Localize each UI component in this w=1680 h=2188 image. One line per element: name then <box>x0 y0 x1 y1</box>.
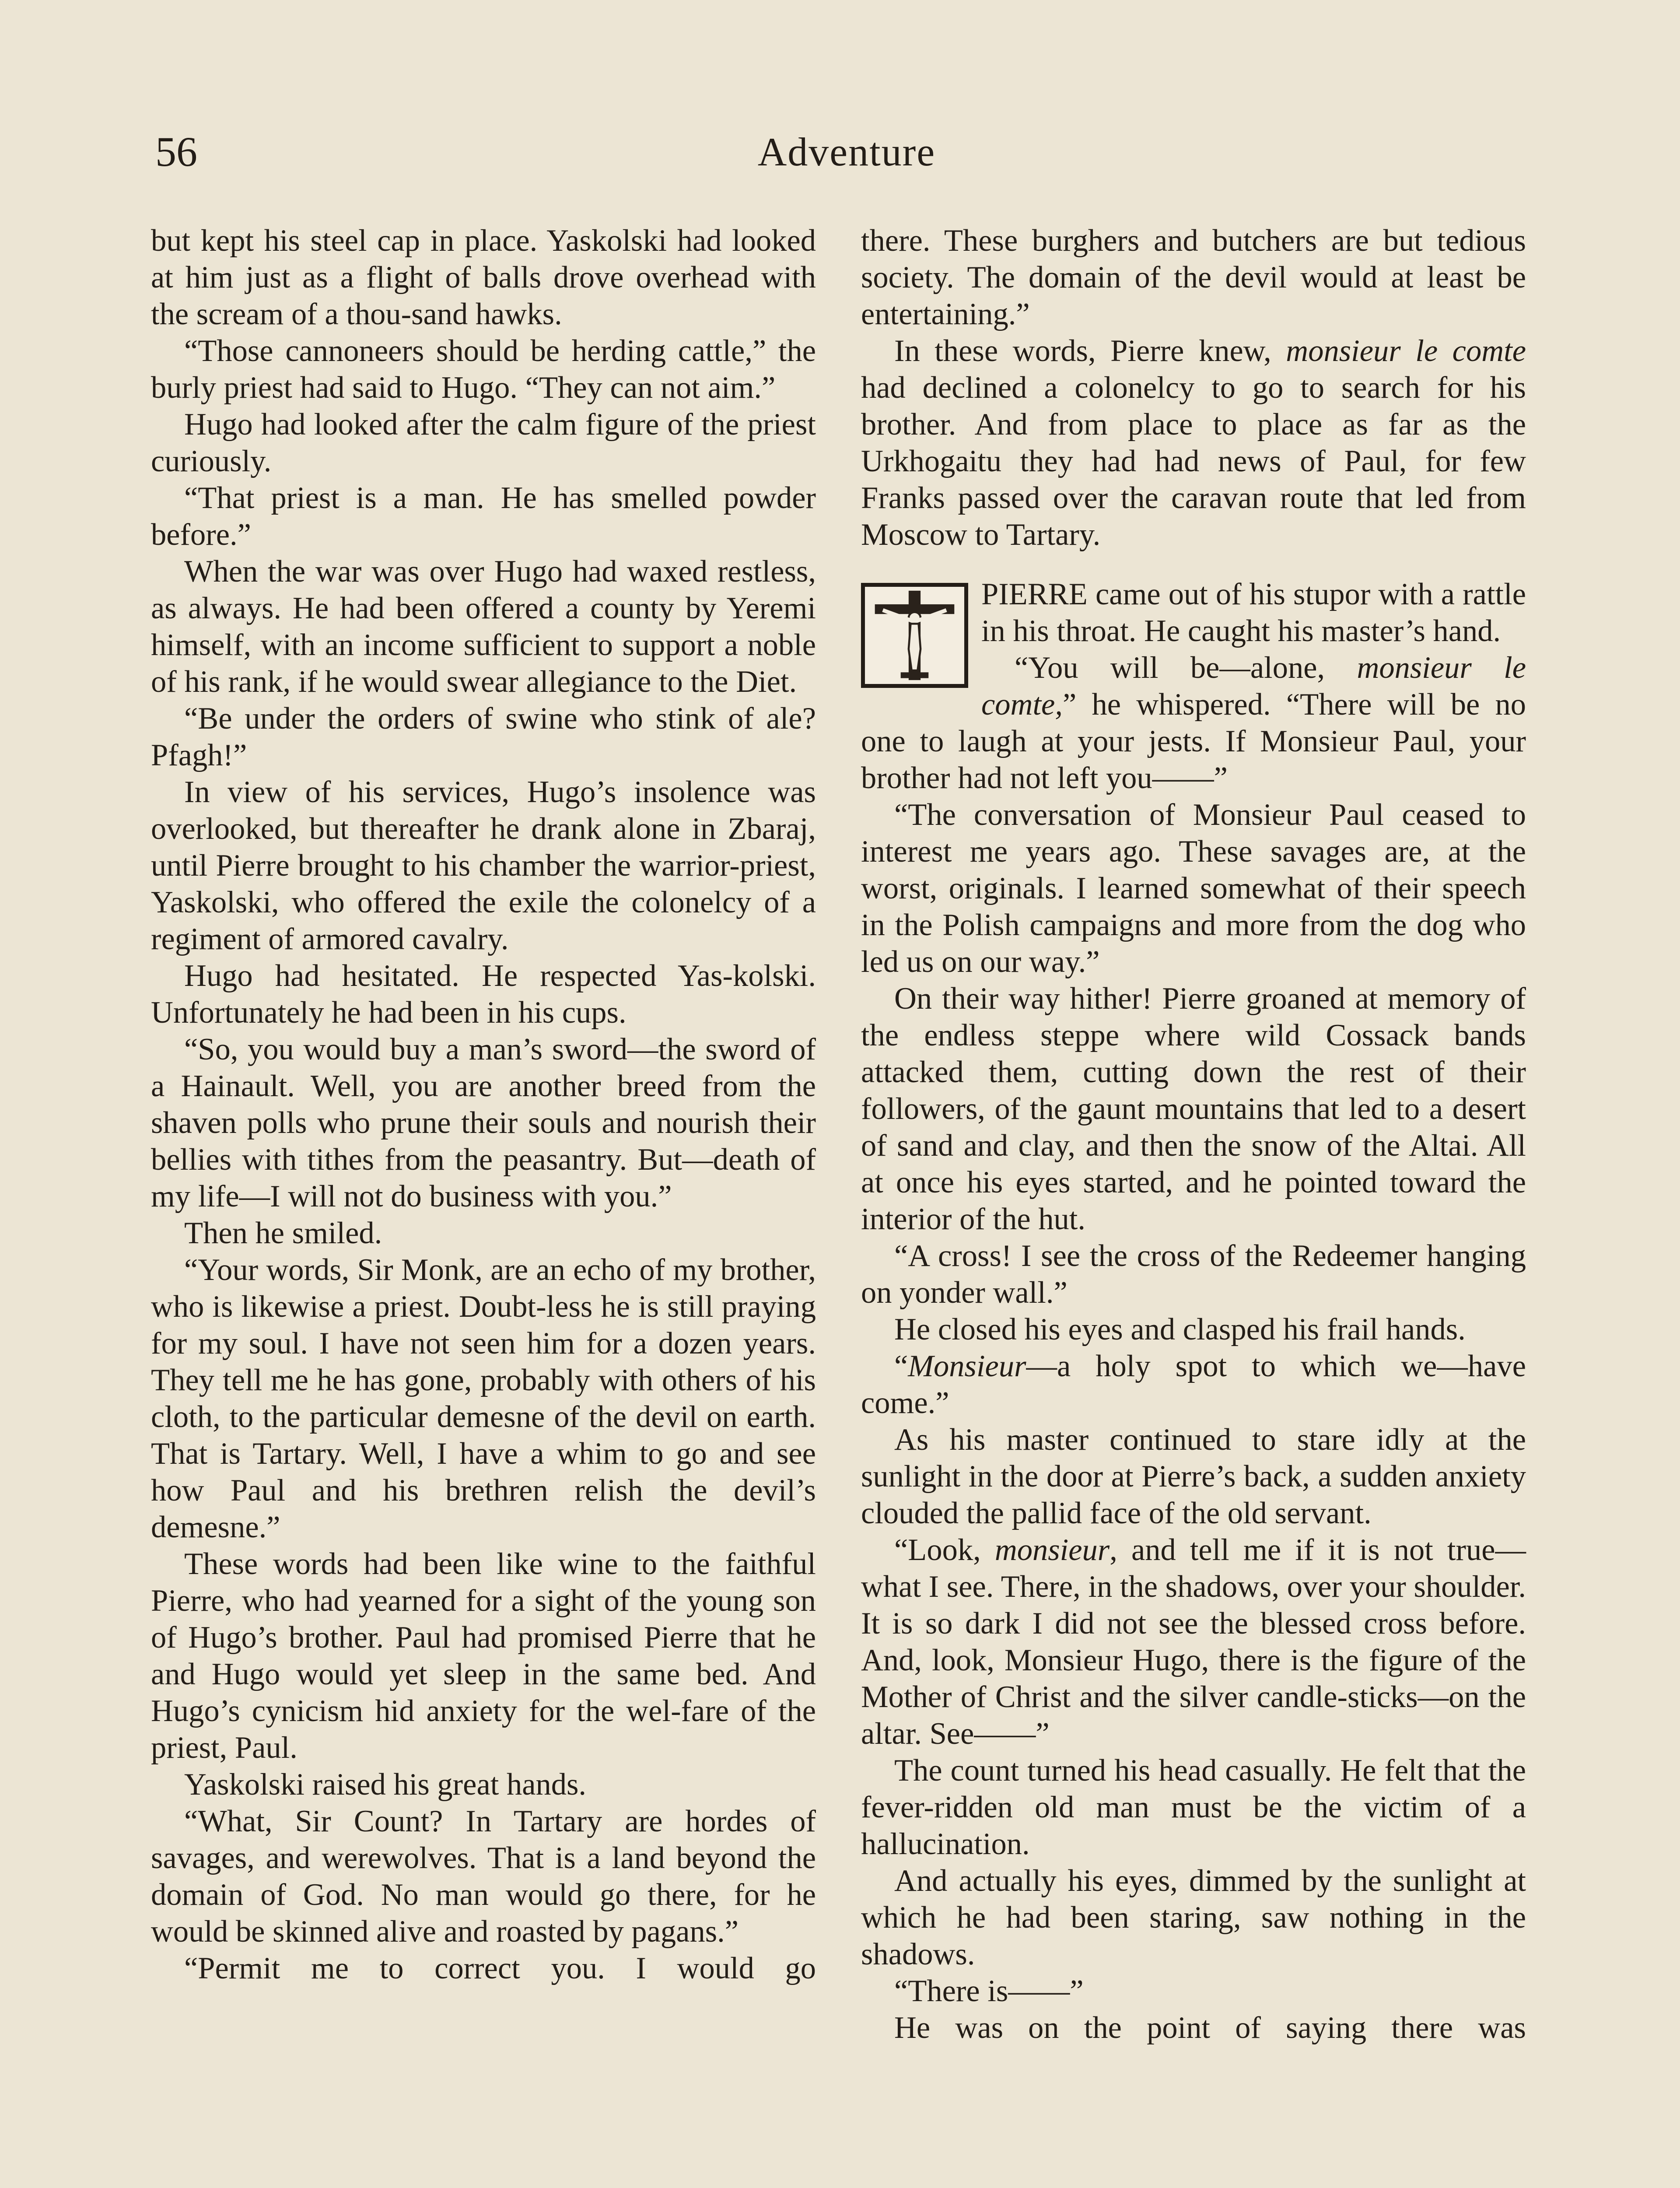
paragraph <box>861 1532 1526 1752</box>
text-span: —a holy spot to which we—have come.” <box>861 1349 1526 1420</box>
italic-text: monsieur le comte <box>1286 334 1526 368</box>
paragraph-with-dropcap <box>861 576 1526 649</box>
text-span: had declined a colonelcy to go to search for his brother. And from place to place as far as the Urkhogaitu they had had news of Paul, for few Franks passed over the caravan route that led from Moscow to Tartary. <box>861 371 1526 552</box>
paragraph: Hugo had looked after the calm figure of the priest curiously. <box>151 407 816 478</box>
text-span: “Look, <box>894 1533 995 1567</box>
paragraph: “There is——” <box>894 1974 1084 2008</box>
paragraph: Hugo had hesitated. He respected Yas-kolski. Unfortunately he had been in his cups. <box>151 959 816 1030</box>
paragraph: Then he smiled. <box>184 1216 382 1250</box>
paragraph: And actually his eyes, dimmed by the sunlight at which he had been staring, saw nothing in the shadows. <box>861 1864 1526 1971</box>
text-span: “You will be—alone, <box>1015 651 1357 685</box>
paragraph: “The conversation of Monsieur Paul ceased to interest me years ago. These savages are, at the worst, originals. I learned somewhat of their speech in the Polish campaigns and more from the dog who led us on our way.” <box>861 798 1526 979</box>
paragraph: “Your words, Sir Monk, are an echo of my brother, who is likewise a priest. Doubt-less he is still praying for my soul. I have not seen him for a dozen years. They tell me he has gone, probably with others of his cloth, to the particular demesne of the devil on earth. That is Tartary. Well, I have a whim to go and see how Paul and his brethren relish the devil’s demesne.” <box>151 1253 816 1544</box>
crucifix-drawing <box>865 587 964 684</box>
page-number: 56 <box>155 128 197 175</box>
italic-text: monsieur le comte, <box>981 651 1526 722</box>
paragraph: He was on the point of saying there was <box>894 2011 1526 2045</box>
paragraph: there. These burghers and butchers are but tedious society. The domain of the devil would at least be entertaining.” <box>861 224 1526 331</box>
paragraph <box>861 333 1526 553</box>
paragraph: “A cross! I see the cross of the Redeemer hanging on yonder wall.” <box>861 1239 1526 1310</box>
paragraph: These words had been like wine to the faithful Pierre, who had yearned for a sight of the young son of Hugo’s brother. Paul had promised Pierre that he and Hugo would yet sleep in the same bed. And Hugo’s cynicism hid anxiety for the wel-fare of the priest, Paul. <box>151 1547 816 1765</box>
paragraph: On their way hither! Pierre groaned at memory of the endless steppe where wild Cossack bands attacked them, cutting down the rest of their followers, of the gaunt mountains that led to a desert of sand and clay, and then the snow of the Altai. All at once his eyes started, and he pointed toward the interior of the hut. <box>861 982 1526 1236</box>
text-span: “ <box>894 1349 908 1383</box>
paragraph: “Those cannoneers should be herding cattle,” the burly priest had said to Hugo. “They can not aim.” <box>151 334 816 405</box>
paragraph: “That priest is a man. He has smelled powder before.” <box>151 481 816 552</box>
paragraph: Yaskolski raised his great hands. <box>184 1767 587 1802</box>
paragraph: In view of his services, Hugo’s insolence was overlooked, but thereafter he drank alone in Zbaraj, until Pierre brought to his chamber the warrior-priest, Yaskolski, who offered the exile the colonelcy of a regiment of armored cavalry. <box>151 775 816 956</box>
paragraph: “Be under the orders of swine who stink of ale? Pfagh!” <box>151 701 816 772</box>
paragraph: “So, you would buy a man’s sword—the sword of a Hainault. Well, you are another breed from the shaven polls who prune their souls and nourish their bellies with tithes from the peasantry. But—death of my life—I will not do business with you.” <box>151 1032 816 1213</box>
right-column <box>861 222 1526 2046</box>
paragraph: The count turned his head casually. He felt that the fever-ridden old man must be the victim of a hallucination. <box>861 1753 1526 1861</box>
left-column <box>151 222 816 1987</box>
text-span: ” he whispered. “There will be no one to laugh at your jests. If Monsieur Paul, your brother had not left you——” <box>861 687 1526 795</box>
page-header <box>155 128 1538 176</box>
paragraph: but kept his steel cap in place. Yaskolski had looked at him just as a flight of balls drove overhead with the scream of a thou-sand hawks. <box>151 224 816 331</box>
paragraph: “What, Sir Count? In Tartary are hordes of savages, and werewolves. That is a land beyond the domain of God. No man would go there, for he would be skinned alive and roasted by pagans.” <box>151 1804 816 1949</box>
paragraph: As his master continued to stare idly at the sunlight in the door at Pierre’s back, a sudden anxiety clouded the pallid face of the old servant. <box>861 1423 1526 1530</box>
crucifix-icon <box>861 583 968 688</box>
text-span: , and tell me if it is not true—what I see. There, in the shadows, over your shoulder. It is so dark I did not see the blessed cross before. And, look, Monsieur Hugo, there is the figure of the Mother of Christ and the silver candle-sticks—on the altar. See——” <box>861 1533 1526 1751</box>
paragraph: He closed his eyes and clasped his frail hands. <box>894 1312 1466 1346</box>
text-span: In these words, Pierre knew, <box>894 334 1286 368</box>
paragraph: When the war was over Hugo had waxed restless, as always. He had been offered a county by Yeremi himself, with an income sufficient to support a noble of his rank, if he would swear allegiance to the Diet. <box>151 554 816 699</box>
italic-text: monsieur <box>994 1533 1110 1567</box>
dropcap-text: PIERRE came out of his stupor with a rattle in his throat. He caught his master’s hand. <box>981 577 1526 648</box>
paragraph: “Permit me to correct you. I would go <box>184 1951 816 1985</box>
paragraph <box>861 1348 1526 1421</box>
italic-text: Monsieur <box>908 1349 1026 1383</box>
running-title: Adventure <box>757 130 936 174</box>
